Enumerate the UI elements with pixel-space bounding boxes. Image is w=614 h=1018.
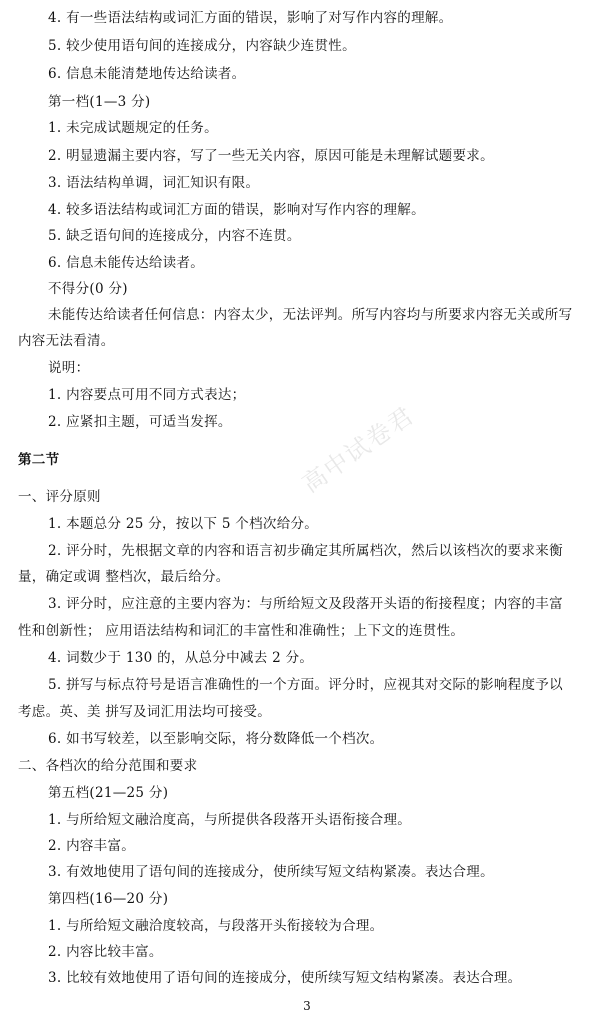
- principle-line: 6. 如书写较差，以至影响交际，将分数降低一个档次。: [48, 731, 384, 747]
- grade0-title: 不得分(0 分): [48, 281, 128, 297]
- grade0-description-cont: 内容无法看清。: [18, 333, 115, 349]
- grade0-description: 未能传达给读者任何信息：内容太少，无法评判。所写内容均与所要求内容无关或所写: [48, 307, 573, 323]
- note-item: 1. 内容要点可用不同方式表达；: [48, 387, 246, 403]
- principle-line: 2. 评分时，先根据文章的内容和语言初步确定其所属档次，然后以该档次的要求来衡: [48, 543, 563, 559]
- criteria-item: 5. 缺乏语句间的连接成分，内容不连贯。: [48, 228, 301, 244]
- criteria-item: 6. 信息未能清楚地传达给读者。: [48, 66, 246, 82]
- section-title: 第二节: [18, 452, 60, 468]
- principle-line: 量，确定或调 整档次，最后给分。: [18, 569, 230, 585]
- criteria-item: 4. 有一些语法结构或词汇方面的错误，影响了对写作内容的理解。: [48, 10, 453, 26]
- principle-line: 4. 词数少于 130 的，从总分中减去 2 分。: [48, 650, 314, 666]
- criteria-item: 2. 内容丰富。: [48, 838, 136, 854]
- criteria-item: 1. 未完成试题规定的任务。: [48, 120, 218, 136]
- criteria-item: 6. 信息未能传达给读者。: [48, 255, 205, 271]
- principle-line: 1. 本题总分 25 分，按以下 5 个档次给分。: [48, 516, 319, 532]
- note-item: 2. 应紧扣主题，可适当发挥。: [48, 414, 232, 430]
- criteria-item: 2. 明显遗漏主要内容，写了一些无关内容，原因可能是未理解试题要求。: [48, 148, 494, 164]
- ranges-title: 二、各档次的给分范围和要求: [18, 758, 198, 774]
- criteria-item: 1. 与所给短文融洽度高，与所提供各段落开头语衔接合理。: [48, 812, 412, 828]
- grade4-title: 第四档(16—20 分): [48, 891, 169, 907]
- principle-line: 性和创新性； 应用语法结构和词汇的丰富性和准确性；上下文的连贯性。: [18, 623, 465, 639]
- criteria-item: 3. 有效地使用了语句间的连接成分，使所续写短文结构紧凑。表达合理。: [48, 864, 494, 880]
- criteria-item: 2. 内容比较丰富。: [48, 944, 163, 960]
- principle-line: 3. 评分时，应注意的主要内容为：与所给短文及段落开头语的衔接程度；内容的丰富: [48, 596, 563, 612]
- grade1-title: 第一档(1—3 分): [48, 94, 151, 110]
- criteria-item: 4. 较多语法结构或词汇方面的错误，影响对写作内容的理解。: [48, 202, 425, 218]
- page-number: 3: [303, 999, 311, 1013]
- criteria-item: 1. 与所给短文融洽度较高，与段落开头衔接较为合理。: [48, 918, 384, 934]
- principle-line: 考虑。英、美 拼写及词汇用法均可接受。: [18, 704, 271, 720]
- principle-line: 5. 拼写与标点符号是语言准确性的一个方面。评分时，应视其对交际的影响程度予以: [48, 677, 563, 693]
- criteria-item: 5. 较少使用语句间的连接成分，内容缺少连贯性。: [48, 38, 356, 54]
- principles-title: 一、评分原则: [18, 489, 101, 505]
- criteria-item: 3. 比较有效地使用了语句间的连接成分，使所续写短文结构紧凑。表达合理。: [48, 970, 522, 986]
- watermark: 高中试卷君: [297, 400, 420, 499]
- grade5-title: 第五档(21—25 分): [48, 785, 169, 801]
- notes-title: 说明：: [48, 360, 90, 376]
- criteria-item: 3. 语法结构单调，词汇知识有限。: [48, 175, 260, 191]
